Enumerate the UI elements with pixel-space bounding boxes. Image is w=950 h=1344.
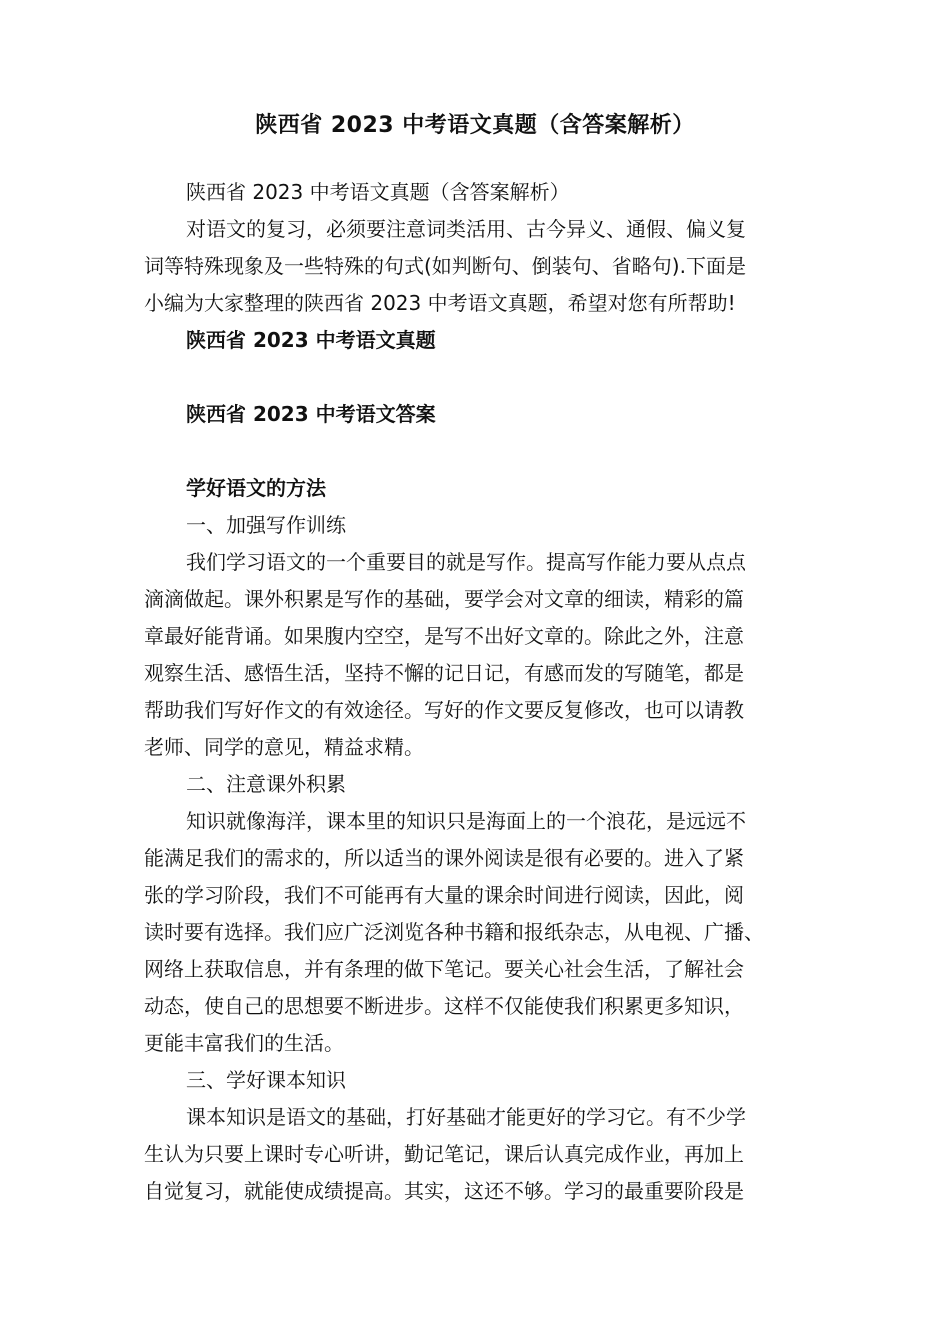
body-line: 生认为只要上课时专心听讲，勤记笔记，课后认真完成作业，再加上 [144,1142,744,1166]
body-line: 动态，使自己的思想要不断进步。这样不仅能使我们积累更多知识， [144,994,744,1018]
intro-line: 对语文的复习，必须要注意词类活用、古今异义、通假、偏义复 [186,217,746,241]
body-line: 滴滴做起。课外积累是写作的基础，要学会对文章的细读，精彩的篇 [144,587,744,611]
intro-line: 小编为大家整理的陕西省 2023 中考语文真题，希望对您有所帮助! [144,291,736,315]
section2-paragraph [144,803,810,1062]
body-line: 观察生活、感悟生活，坚持不懈的记日记，有感而发的写随笔，都是 [144,661,744,685]
section-title: 二、注意课外积累 [186,772,346,796]
body-line: 知识就像海洋，课本里的知识只是海面上的一个浪花，是远远不 [186,809,746,833]
body-line: 课本知识是语文的基础，打好基础才能更好的学习它。有不少学 [186,1105,746,1129]
section1-paragraph [144,544,810,766]
spacer [144,433,810,470]
section3-paragraph [144,1099,810,1210]
body-line: 我们学习语文的一个重要目的就是写作。提高写作能力要从点点 [186,550,746,574]
intro-paragraph [144,211,810,322]
body-line: 能满足我们的需求的，所以适当的课外阅读是很有必要的。进入了紧 [144,846,744,870]
subtitle-line: 陕西省 2023 中考语文真题（含答案解析） [186,180,570,204]
heading-questions: 陕西省 2023 中考语文真题 [186,328,436,352]
body-line: 读时要有选择。我们应广泛浏览各种书籍和报纸杂志，从电视、广播、 [144,920,764,944]
body-line: 章最好能背诵。如果腹内空空，是写不出好文章的。除此之外，注意 [144,624,744,648]
body-line: 自觉复习，就能使成绩提高。其实，这还不够。学习的最重要阶段是 [144,1179,744,1203]
body-line: 帮助我们写好作文的有效途径。写好的作文要反复修改，也可以请教 [144,698,744,722]
document-body [144,174,810,1210]
body-line: 网络上获取信息，并有条理的做下笔记。要关心社会生活，了解社会 [144,957,744,981]
heading-answers: 陕西省 2023 中考语文答案 [186,402,436,426]
spacer [144,359,810,396]
intro-line: 词等特殊现象及一些特殊的句式(如判断句、倒装句、省略句).下面是 [144,254,746,278]
section-title: 三、学好课本知识 [186,1068,346,1092]
section-title: 一、加强写作训练 [186,513,346,537]
body-line: 张的学习阶段，我们不可能再有大量的课余时间进行阅读，因此，阅 [144,883,744,907]
body-line: 更能丰富我们的生活。 [144,1031,344,1055]
heading-methods: 学好语文的方法 [186,476,326,500]
body-line: 老师、同学的意见，精益求精。 [144,735,424,759]
document-title: 陕西省 2023 中考语文真题（含答案解析） [255,113,695,138]
